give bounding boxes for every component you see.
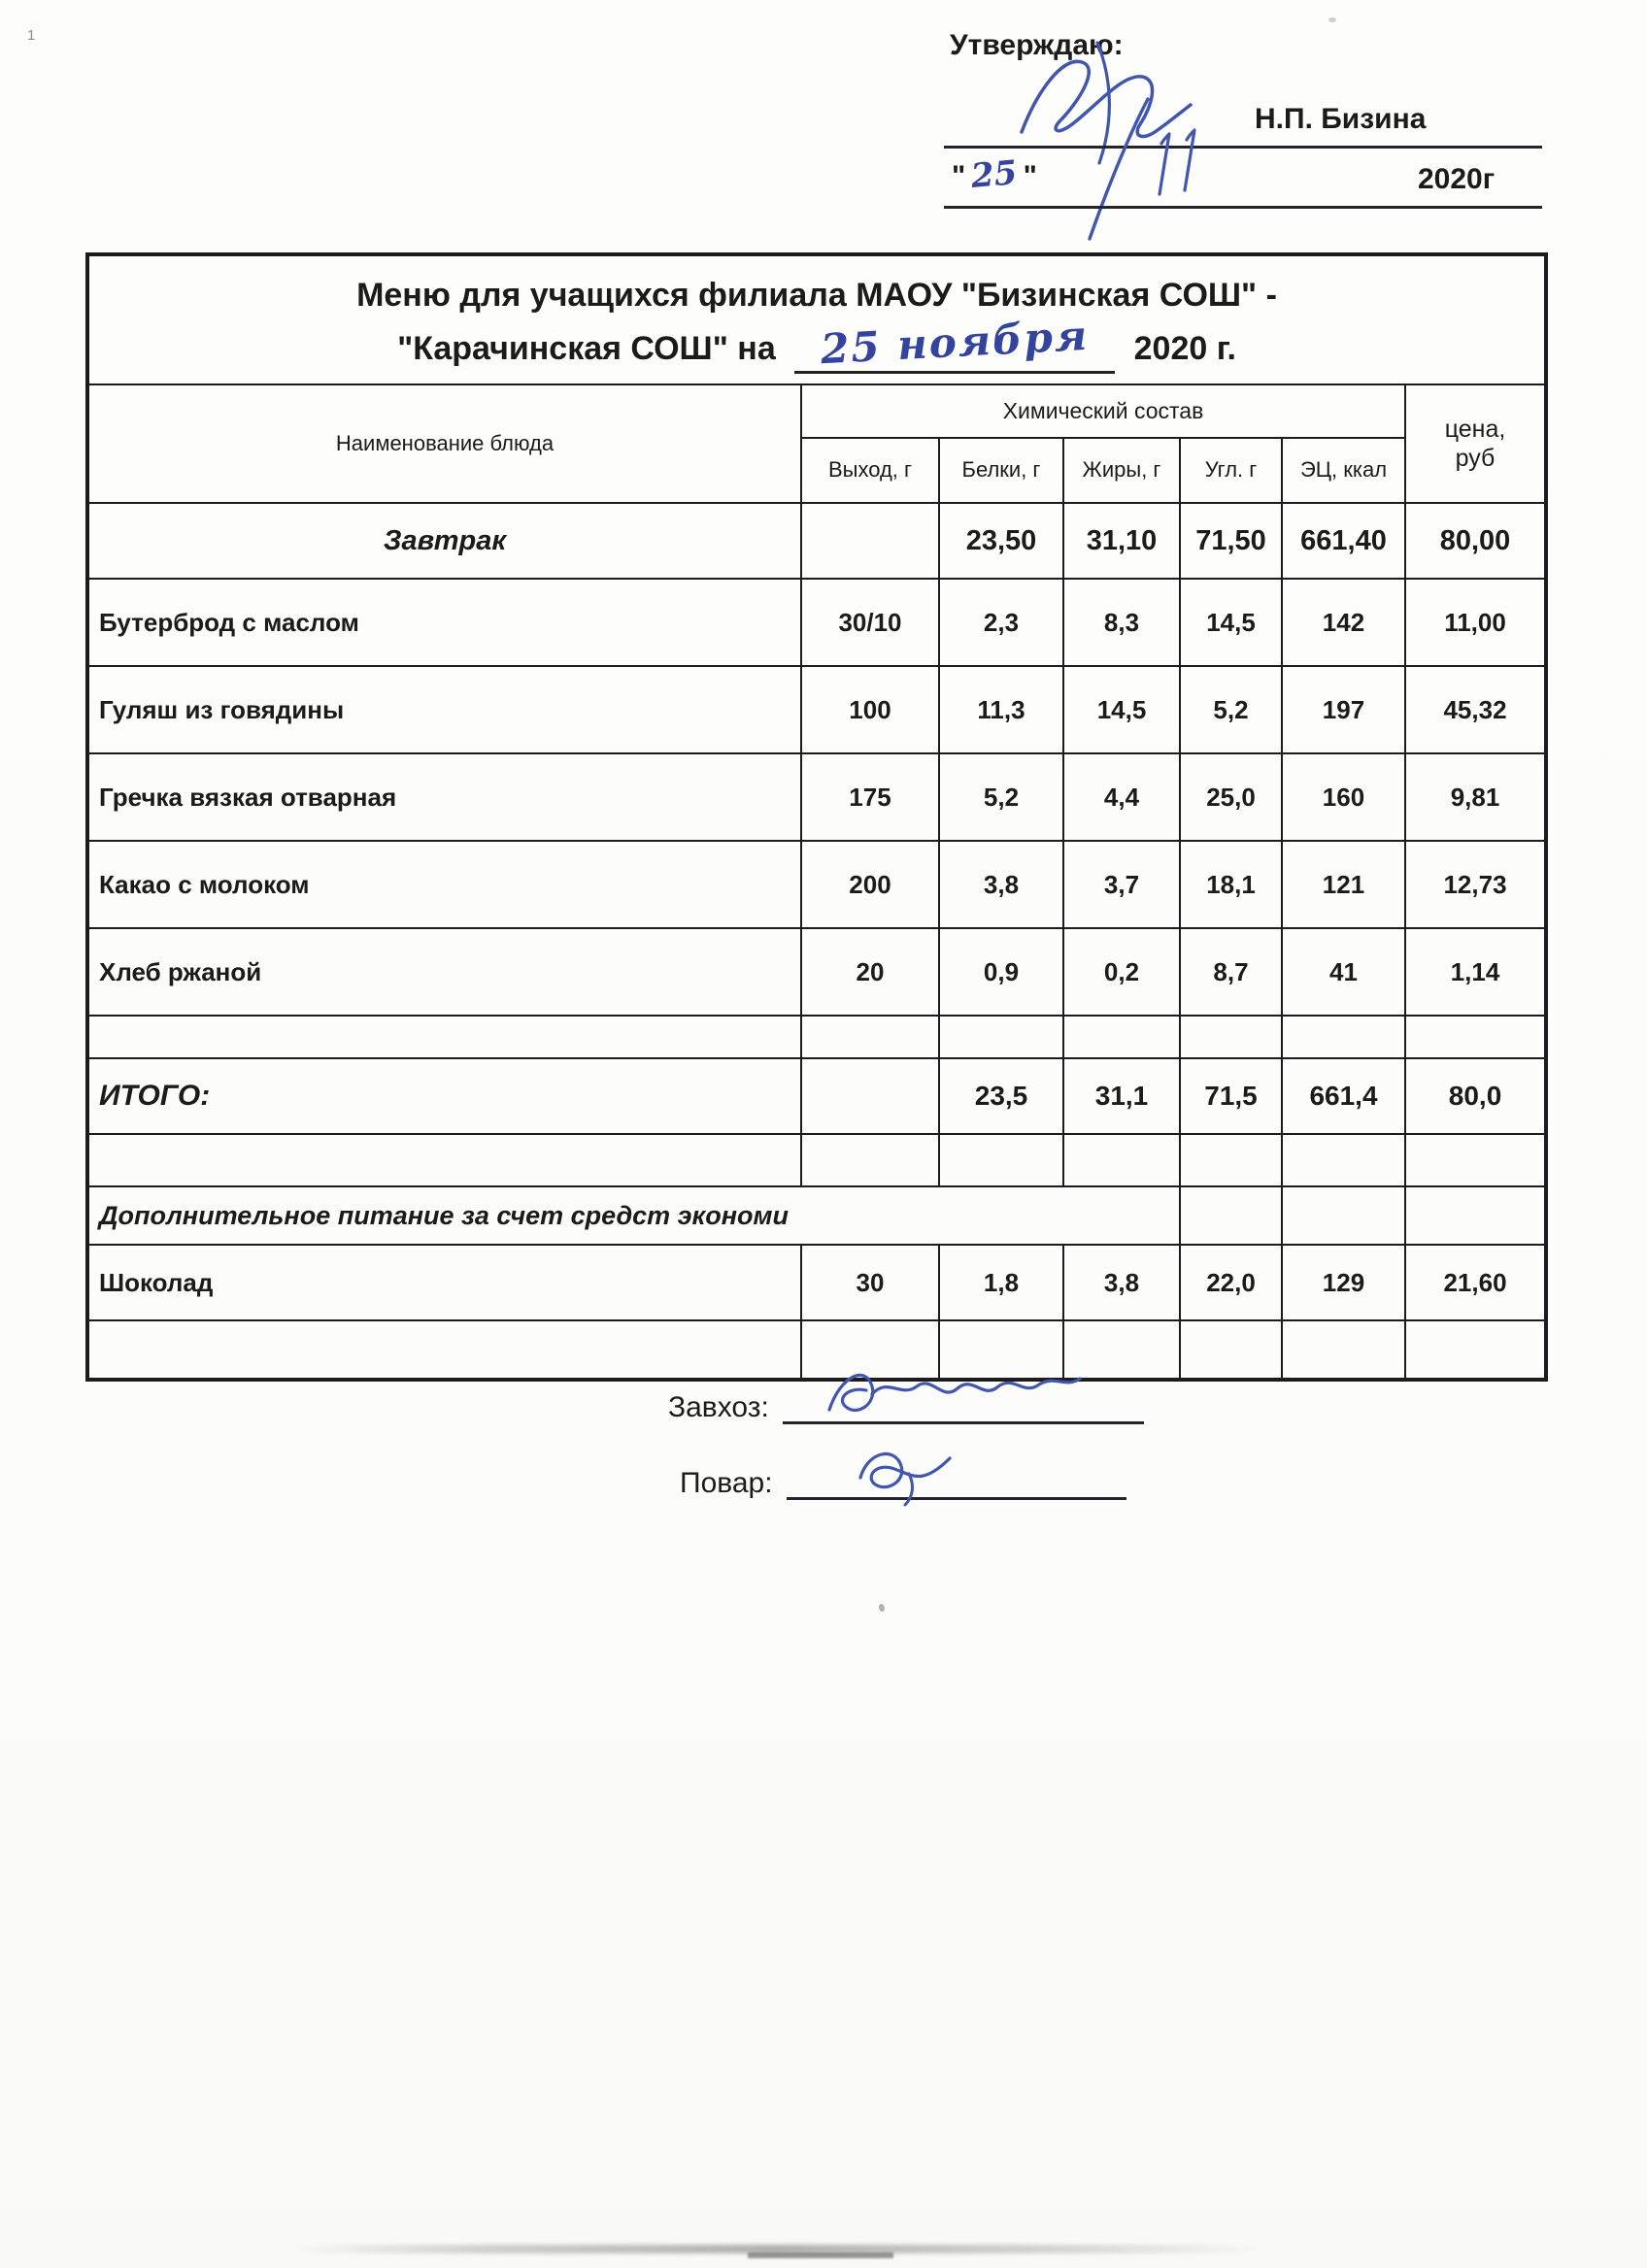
- cell-fat: 31,10: [1063, 503, 1180, 579]
- cell-carb: 71,50: [1180, 503, 1282, 579]
- scan-corner-mark: 1: [27, 27, 36, 44]
- scan-speck: [1328, 17, 1336, 22]
- total-row: [87, 1058, 1546, 1134]
- cell-price: 11,00: [1405, 579, 1546, 666]
- empty-cell: [939, 1016, 1063, 1058]
- cell-carb: 71,5: [1180, 1058, 1282, 1134]
- zavhoz-signature-line: [783, 1377, 1144, 1424]
- table-title-row: [87, 254, 1546, 384]
- cell-price: 21,60: [1405, 1245, 1546, 1320]
- cell-energy: 121: [1282, 841, 1405, 928]
- empty-cell: [1405, 1320, 1546, 1380]
- col-header-price-line1: цена,: [1444, 416, 1506, 443]
- quote-open: ": [952, 160, 966, 192]
- meal-name: Завтрак: [87, 503, 801, 579]
- col-header-fat: Жиры, г: [1063, 438, 1180, 503]
- povar-signature-line: [787, 1452, 1126, 1500]
- handwritten-date-blank: [794, 311, 1115, 374]
- cell-protein: 23,5: [939, 1058, 1063, 1134]
- cell-price: 12,73: [1405, 841, 1546, 928]
- col-header-carb: Угл. г: [1180, 438, 1282, 503]
- col-header-out: Выход, г: [801, 438, 939, 503]
- approver-name: Н.П. Бизина: [1255, 103, 1427, 135]
- header-row-1: [87, 384, 1546, 438]
- extra-dish-row: [87, 1245, 1546, 1320]
- cell-protein: 1,8: [939, 1245, 1063, 1320]
- cell-protein: 0,9: [939, 928, 1063, 1016]
- approval-signature-line: [944, 146, 1542, 149]
- approval-label: Утверждаю:: [950, 29, 1124, 61]
- empty-cell: [1282, 1320, 1405, 1380]
- zavhoz-label: Завхоз:: [668, 1391, 769, 1423]
- cell-price: 45,32: [1405, 666, 1546, 753]
- dish-name: Шоколад: [87, 1245, 801, 1320]
- cell-energy: 142: [1282, 579, 1405, 666]
- empty-cell: [1180, 1016, 1282, 1058]
- cell-energy: 160: [1282, 753, 1405, 841]
- empty-cell: [1282, 1016, 1405, 1058]
- scan-speck: [879, 1604, 885, 1612]
- cell-energy: 661,4: [1282, 1058, 1405, 1134]
- menu-title-line1: Меню для учащихся филиала МАОУ "Бизинская СОШ" -: [356, 277, 1277, 314]
- col-header-chem: Химический состав: [801, 384, 1405, 438]
- cell-fat: 3,8: [1063, 1245, 1180, 1320]
- cell-fat: 14,5: [1063, 666, 1180, 753]
- handwritten-month-11: [1076, 93, 1222, 249]
- cell-protein: 3,8: [939, 841, 1063, 928]
- dish-row: [87, 841, 1546, 928]
- cell-protein: 5,2: [939, 753, 1063, 841]
- approval-date-line: [944, 206, 1542, 209]
- cell-protein: 2,3: [939, 579, 1063, 666]
- empty-cell: [1282, 1134, 1405, 1186]
- empty-row: [87, 1016, 1546, 1058]
- cell-out: 200: [801, 841, 939, 928]
- cell-fat: 8,3: [1063, 579, 1180, 666]
- menu-table: [85, 252, 1548, 1382]
- cell-price: 80,0: [1405, 1058, 1546, 1134]
- empty-cell: [1180, 1134, 1282, 1186]
- empty-cell: [1405, 1016, 1546, 1058]
- cell-price: 9,81: [1405, 753, 1546, 841]
- cell-energy: 197: [1282, 666, 1405, 753]
- cell-out: 175: [801, 753, 939, 841]
- dish-row: [87, 753, 1546, 841]
- empty-cell: [1180, 1186, 1282, 1245]
- menu-title-line2-prefix: "Карачинская СОШ" на: [397, 330, 776, 367]
- empty-cell: [87, 1320, 801, 1380]
- cell-out: 30: [801, 1245, 939, 1320]
- approval-year: 2020г: [1418, 163, 1496, 195]
- cell-out: [801, 503, 939, 579]
- quote-close: ": [1023, 160, 1037, 192]
- empty-cell: [1405, 1134, 1546, 1186]
- empty-row: [87, 1134, 1546, 1186]
- dish-name: Бутерброд с маслом: [87, 579, 801, 666]
- extra-section-row: [87, 1186, 1546, 1245]
- zavhoz-row: [668, 1377, 1144, 1424]
- povar-signature: [820, 1435, 975, 1511]
- cell-protein: 23,50: [939, 503, 1063, 579]
- total-label: ИТОГО:: [87, 1058, 801, 1134]
- cell-out: [801, 1058, 939, 1134]
- empty-cell: [1063, 1016, 1180, 1058]
- cell-energy: 661,40: [1282, 503, 1405, 579]
- scan-dash: [748, 2252, 893, 2258]
- menu-title-line2: [97, 311, 1536, 374]
- cell-carb: 18,1: [1180, 841, 1282, 928]
- dish-name: Гуляш из говядины: [87, 666, 801, 753]
- dish-name: Гречка вязкая отварная: [87, 753, 801, 841]
- cell-fat: 3,7: [1063, 841, 1180, 928]
- cell-fat: 4,4: [1063, 753, 1180, 841]
- handwritten-day: 25: [969, 153, 1020, 196]
- col-header-price: [1405, 384, 1546, 503]
- dish-name: Хлеб ржаной: [87, 928, 801, 1016]
- cell-protein: 11,3: [939, 666, 1063, 753]
- cell-carb: 22,0: [1180, 1245, 1282, 1320]
- approval-day: [952, 155, 1037, 194]
- cell-fat: 0,2: [1063, 928, 1180, 1016]
- empty-cell: [1282, 1186, 1405, 1245]
- zavhoz-signature: [816, 1353, 1107, 1435]
- cell-fat: 31,1: [1063, 1058, 1180, 1134]
- col-header-dish: Наименование блюда: [87, 384, 801, 503]
- cell-energy: 129: [1282, 1245, 1405, 1320]
- cell-out: 30/10: [801, 579, 939, 666]
- empty-cell: [801, 1134, 939, 1186]
- empty-cell: [87, 1016, 801, 1058]
- cell-carb: 14,5: [1180, 579, 1282, 666]
- cell-price: 1,14: [1405, 928, 1546, 1016]
- menu-title-line2-suffix: 2020 г.: [1133, 330, 1236, 367]
- empty-cell: [1063, 1134, 1180, 1186]
- empty-cell: [87, 1134, 801, 1186]
- extra-section-title: Дополнительное питание за счет средст экономи: [87, 1186, 1180, 1245]
- empty-cell: [1405, 1186, 1546, 1245]
- cell-carb: 25,0: [1180, 753, 1282, 841]
- handwritten-date: 25 ноября: [819, 311, 1091, 374]
- povar-label: Повар:: [680, 1467, 773, 1499]
- empty-cell: [939, 1134, 1063, 1186]
- cell-out: 20: [801, 928, 939, 1016]
- col-header-price-line2: руб: [1455, 445, 1496, 472]
- cell-carb: 8,7: [1180, 928, 1282, 1016]
- breakfast-summary-row: [87, 503, 1546, 579]
- dish-row: [87, 579, 1546, 666]
- col-header-protein: Белки, г: [939, 438, 1063, 503]
- empty-cell: [801, 1016, 939, 1058]
- cell-price: 80,00: [1405, 503, 1546, 579]
- menu-title-cell: [87, 254, 1546, 384]
- cell-out: 100: [801, 666, 939, 753]
- dish-row: [87, 928, 1546, 1016]
- cell-carb: 5,2: [1180, 666, 1282, 753]
- empty-cell: [1180, 1320, 1282, 1380]
- cell-energy: 41: [1282, 928, 1405, 1016]
- povar-row: [680, 1452, 1126, 1500]
- dish-row: [87, 666, 1546, 753]
- dish-name: Какао с молоком: [87, 841, 801, 928]
- col-header-energy: ЭЦ, ккал: [1282, 438, 1405, 503]
